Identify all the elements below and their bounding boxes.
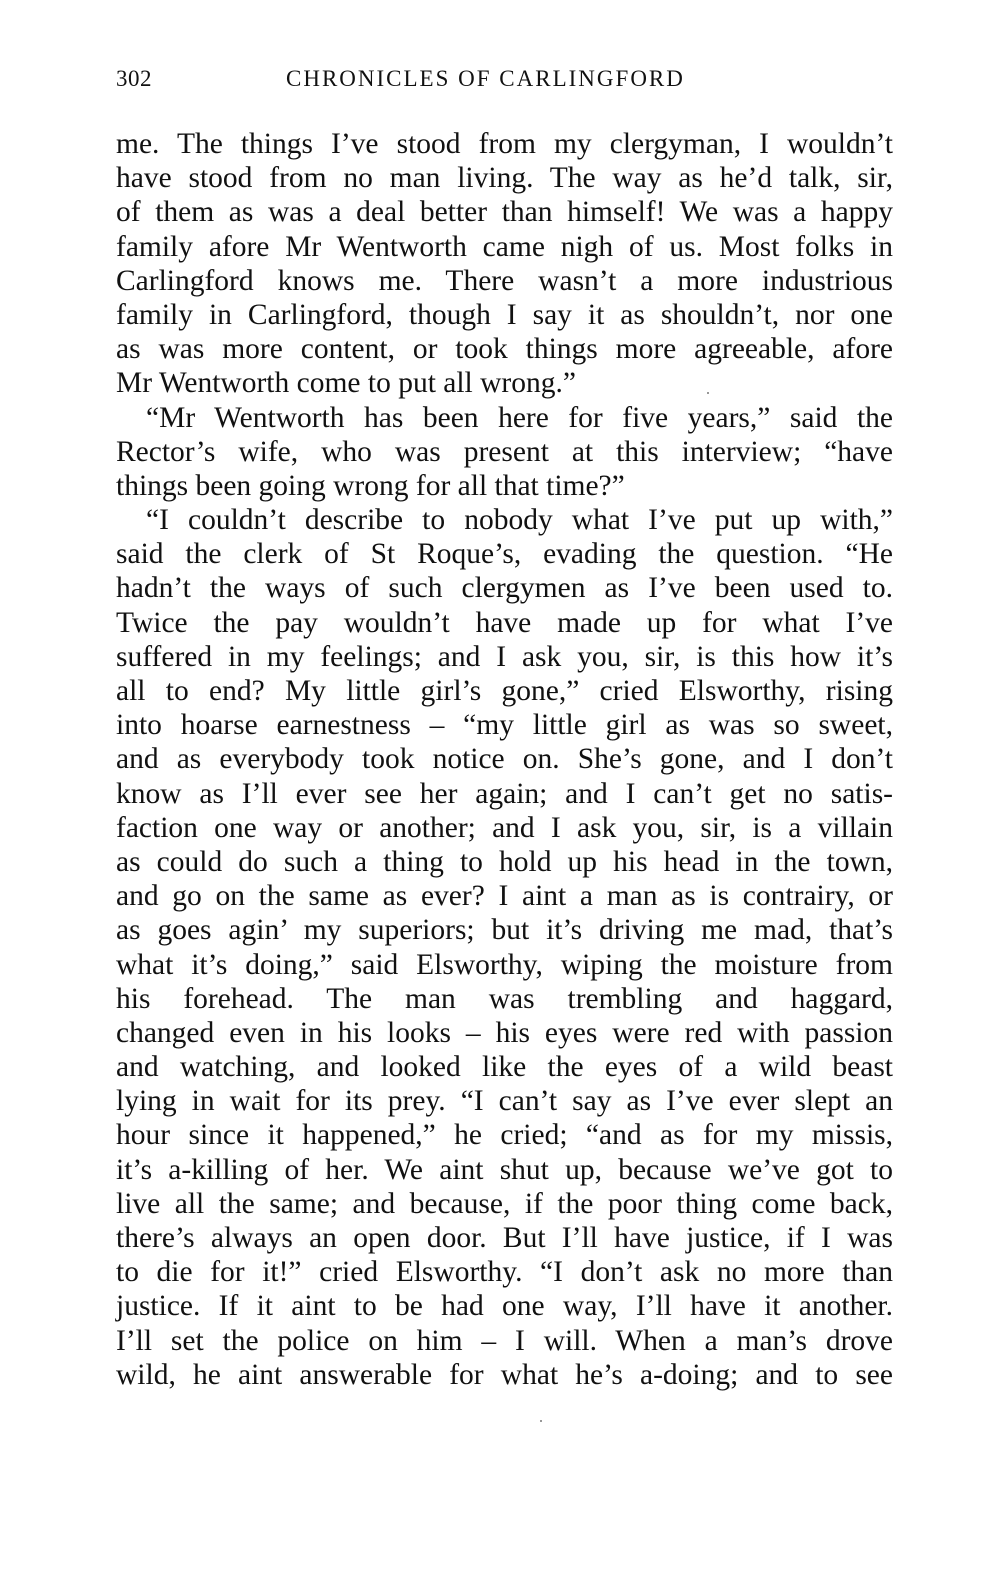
running-head: CHRONICLES OF CARLINGFORD [286, 66, 685, 91]
text-line: hour since it happened,” he cried; “and as for my missis, [116, 1119, 893, 1152]
text-line: and watching, and looked like the eyes of a wild beast [116, 1051, 893, 1084]
text-line: Twice the pay wouldn’t have made up for what I’ve [116, 606, 893, 639]
text-line: what it’s doing,” said Elsworthy, wiping the moisture from [116, 948, 893, 981]
text-line: live all the same; and because, if the poor thing come back, [116, 1187, 893, 1220]
text-line: into hoarse earnestness – “my little girl as was so sweet, [116, 709, 893, 742]
scan-speck [540, 1420, 542, 1422]
page-number: 302 [116, 66, 152, 91]
text-line: things been going wrong for all that time?” [116, 469, 625, 502]
text-line: as could do such a thing to hold up his head in the town, [116, 845, 893, 878]
text-line: Mr Wentworth come to put all wrong.” [116, 367, 576, 400]
text-line: suffered in my feelings; and I ask you, sir, is this how it’s [116, 640, 893, 673]
text-line: “I couldn’t describe to nobody what I’ve put up with,” [146, 504, 893, 537]
text-line: me. The things I’ve stood from my clergyman, I wouldn’t [116, 128, 893, 160]
text-line: and go on the same as ever? I aint a man as is contrairy, or [116, 880, 893, 913]
scan-speck [707, 392, 709, 394]
text-line: and as everybody took notice on. She’s gone, and I don’t [116, 743, 893, 776]
text-line: faction one way or another; and I ask you, sir, is a villain [116, 811, 893, 844]
body-text [116, 127, 893, 1392]
text-line: all to end? My little girl’s gone,” cried Elsworthy, rising [116, 675, 893, 707]
page-header [116, 62, 896, 102]
text-line: said the clerk of St Roque’s, evading the question. “He [116, 538, 893, 571]
text-line: his forehead. The man was trembling and haggard, [116, 982, 893, 1015]
text-line: family afore Mr Wentworth came nigh of us. Most folks in [116, 230, 893, 263]
text-line: lying in wait for its prey. “I can’t say as I’ve ever slept an [116, 1085, 893, 1118]
text-line: know as I’ll ever see her again; and I can’t get no satis- [116, 777, 893, 810]
text-line: have stood from no man living. The way as he’d talk, sir, [116, 162, 893, 195]
text-line: “Mr Wentworth has been here for five years,” said the [146, 401, 893, 434]
text-line: wild, he aint answerable for what he’s a-doing; and to see [116, 1358, 893, 1391]
text-line: as was more content, or took things more agreeable, afore [116, 333, 893, 366]
text-line: hadn’t the ways of such clergymen as I’ve been used to. [116, 572, 893, 605]
text-line: there’s always an open door. But I’ll have justice, if I was [116, 1222, 893, 1254]
text-line: to die for it!” cried Elsworthy. “I don’t ask no more than [116, 1256, 893, 1289]
text-line: Carlingford knows me. There wasn’t a more industrious [116, 264, 893, 297]
text-line: of them as was a deal better than himself! We was a happy [116, 196, 893, 229]
text-line: family in Carlingford, though I say it as shouldn’t, nor one [116, 298, 893, 331]
text-line: justice. If it aint to be had one way, I’ll have it another. [116, 1290, 893, 1323]
text-line: as goes agin’ my superiors; but it’s driving me mad, that’s [116, 914, 893, 947]
text-line: I’ll set the police on him – I will. When a man’s drove [116, 1324, 893, 1357]
text-line: it’s a-killing of her. We aint shut up, because we’ve got to [116, 1153, 893, 1186]
text-line: Rector’s wife, who was present at this interview; “have [116, 435, 893, 468]
text-line: changed even in his looks – his eyes were red with passion [116, 1016, 893, 1049]
